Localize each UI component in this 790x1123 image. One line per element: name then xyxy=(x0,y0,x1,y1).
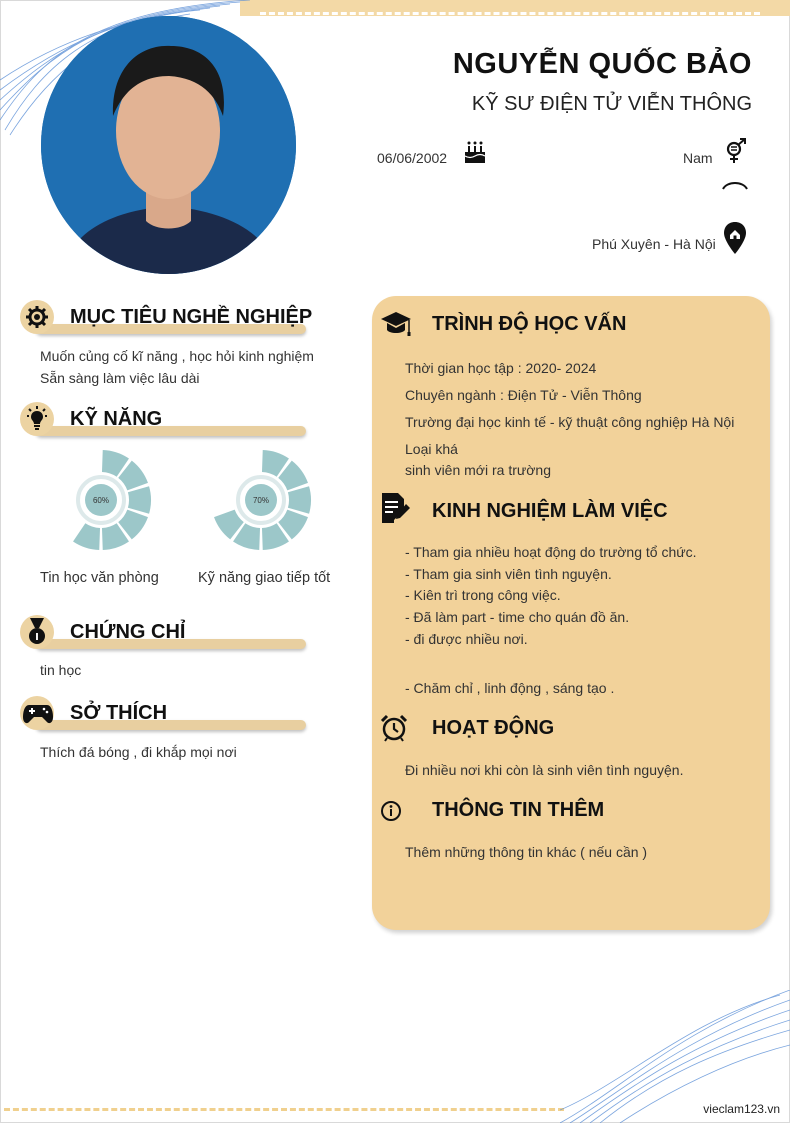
gauge-segment xyxy=(128,486,151,514)
gear-icon xyxy=(25,305,49,329)
location-icon xyxy=(723,221,747,255)
education-line-5: sinh viên mới ra trường xyxy=(405,462,552,478)
birthdate: 06/06/2002 xyxy=(377,150,448,166)
education-line-2: Chuyên ngành : Điện Tử - Viễn Thông xyxy=(405,387,642,403)
gauge-percent-label: 60% xyxy=(92,496,110,505)
certificates-heading xyxy=(20,615,310,651)
hobbies-heading xyxy=(20,696,310,732)
objective-title: MỤC TIÊU NGHỀ NGHIỆP xyxy=(70,306,313,328)
job-title: KỸ SƯ ĐIỆN TỬ VIỄN THÔNG xyxy=(471,93,752,115)
phone-icon-partial xyxy=(722,180,748,190)
education-title: TRÌNH ĐỘ HỌC VẤN xyxy=(432,313,627,335)
gauge-percent-label: 70% xyxy=(252,496,270,505)
certificates-title: CHỨNG CHỈ xyxy=(70,621,186,643)
skills-title: KỸ NĂNG xyxy=(70,408,163,430)
gauge-segment xyxy=(288,486,311,514)
experience-line-1: - Tham gia nhiều hoạt động do trường tổ chức. xyxy=(405,544,697,560)
skills-gauges xyxy=(0,440,360,560)
profile-photo xyxy=(41,16,296,274)
skills-heading xyxy=(20,402,310,438)
objective-line-2: Sẵn sàng làm việc lâu dài xyxy=(40,370,200,386)
gauge-segment xyxy=(73,523,100,550)
gender: Nam xyxy=(683,150,713,166)
experience-title: KINH NGHIỆM LÀM VIỆC xyxy=(432,500,668,522)
graduation-cap-icon xyxy=(380,310,412,340)
bulb-icon xyxy=(25,406,49,432)
alarm-clock-icon xyxy=(380,714,408,742)
activities-title: HOẠT ĐỘNG xyxy=(432,717,555,739)
hobbies-text: Thích đá bóng , đi khắp mọi nơi xyxy=(40,744,237,760)
education-line-1: Thời gian học tập : 2020- 2024 xyxy=(405,360,597,376)
top-decor-bar xyxy=(240,0,790,16)
experience-line-6: - Chăm chỉ , linh động , sáng tạo . xyxy=(405,680,615,696)
skill-name-2: Kỹ năng giao tiếp tốt xyxy=(198,570,331,586)
address: Phú Xuyên - Hà Nội xyxy=(592,236,716,252)
activities-text: Đi nhiều nơi khi còn là sinh viên tình nguyện. xyxy=(405,762,684,778)
experience-line-2: - Tham gia sinh viên tình nguyện. xyxy=(405,566,612,582)
more-info-title: THÔNG TIN THÊM xyxy=(432,799,605,821)
certificates-text: tin học xyxy=(40,662,82,678)
cake-icon xyxy=(463,139,487,165)
document-edit-icon xyxy=(380,492,412,524)
objective-line-1: Muốn củng cố kĩ năng , học hỏi kinh nghiệm xyxy=(40,348,314,364)
bottom-decor-dash xyxy=(4,1108,564,1111)
svg-text:I: I xyxy=(35,632,39,643)
medal-icon xyxy=(26,618,48,646)
gamepad-icon xyxy=(23,703,53,725)
hobbies-title: SỞ THÍCH xyxy=(70,702,168,724)
objective-heading xyxy=(20,300,313,336)
education-line-4: Loại khá xyxy=(405,441,458,457)
experience-line-4: - Đã làm part - time cho quán đồ ăn. xyxy=(405,609,630,625)
candidate-name: NGUYỄN QUỐC BẢO xyxy=(452,48,752,80)
more-info-text: Thêm những thông tin khác ( nếu cần ) xyxy=(405,844,648,860)
gender-icon xyxy=(724,137,748,165)
experience-line-5: - đi được nhiều nơi. xyxy=(405,631,528,647)
footer-brand: vieclam123.vn xyxy=(703,1102,780,1116)
skill-name-1: Tin học văn phòng xyxy=(40,570,159,586)
experience-line-3: - Kiên trì trong công việc. xyxy=(405,587,561,603)
info-icon xyxy=(380,800,402,822)
education-line-3: Trường đại học kinh tế - kỹ thuật công nghiệp Hà Nội xyxy=(405,414,735,430)
